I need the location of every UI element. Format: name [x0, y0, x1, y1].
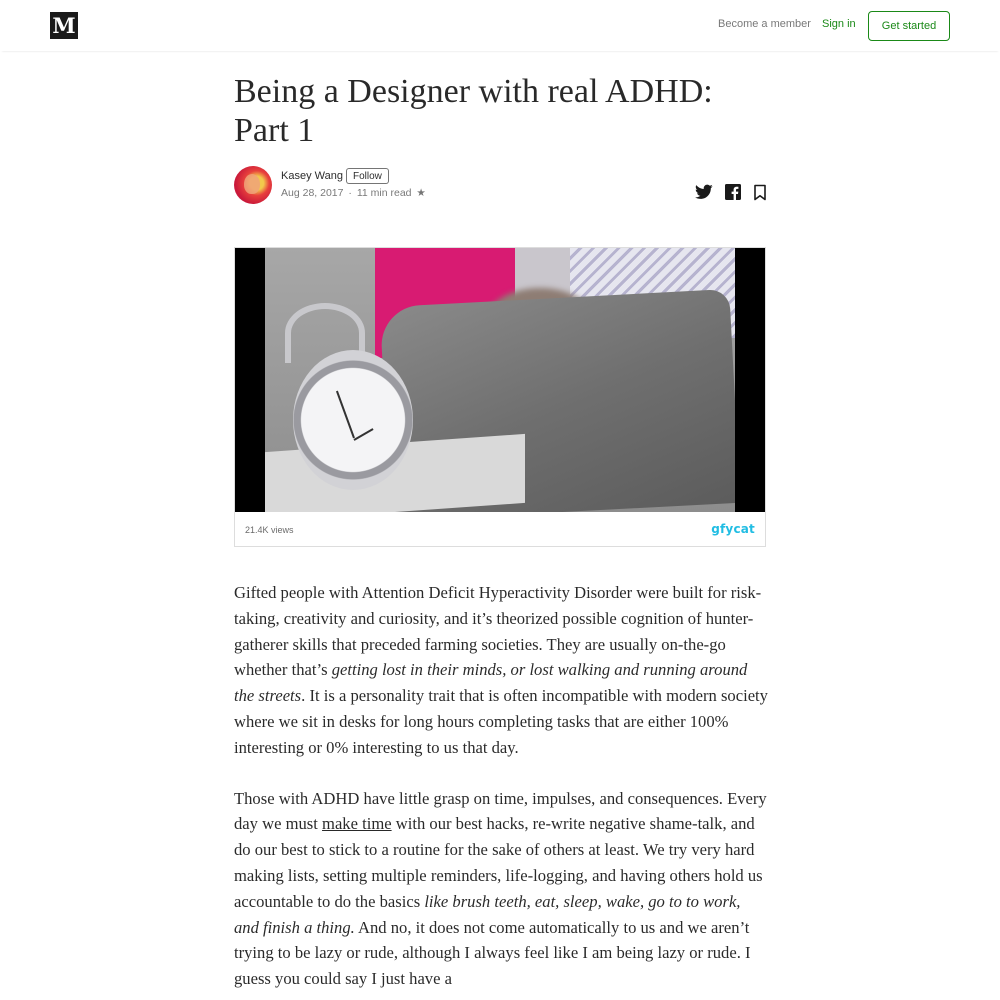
- top-navigation-bar: [0, 0, 1000, 51]
- follow-button[interactable]: Follow: [346, 168, 389, 184]
- article-body: [234, 580, 769, 1000]
- twitter-icon[interactable]: [695, 184, 713, 200]
- article-paragraph: [234, 786, 769, 992]
- paragraph-emphasis: like brush teeth, eat, sleep, wake, go to to work, and finish a thing.: [234, 891, 741, 937]
- paragraph-text: And no, it does not come automatically to us and we aren’t trying to be lazy or rude, although I always feel like I am being lazy or rude. I guess you could say I just have a: [234, 917, 751, 989]
- become-member-link[interactable]: Become a member: [718, 18, 811, 30]
- meta-separator: ·: [348, 187, 352, 199]
- video-player[interactable]: [235, 248, 765, 512]
- alarm-clock: [293, 350, 413, 490]
- author-avatar[interactable]: [234, 166, 272, 204]
- medium-logo[interactable]: M: [50, 12, 78, 39]
- member-star-icon: ★: [416, 187, 426, 199]
- paragraph-emphasis: getting lost in their minds, or lost walking and running around the streets: [234, 660, 748, 706]
- get-started-button[interactable]: Get started: [868, 11, 950, 41]
- sign-in-link[interactable]: Sign in: [822, 18, 856, 30]
- paragraph-text: . It is a personality trait that is often incompatible with modern society where we sit in desks for long hours completing tasks that are either 100% interesting or 0% interesting to us that day.: [234, 686, 768, 757]
- paragraph-text: Gifted people with Attention Deficit Hyperactivity Disorder were built for risk-taking, creativity and curiosity, and it’s theorized possible cognition of hunter-gatherer skills that preceded farming societies. They are usually on-the-go whether that’s: [234, 583, 762, 680]
- view-count: 21.4K views: [245, 525, 294, 535]
- author-name-link[interactable]: Kasey Wang: [281, 170, 343, 182]
- post-meta: [281, 187, 428, 199]
- article-paragraph: [234, 580, 769, 761]
- gfycat-embed[interactable]: [234, 247, 766, 547]
- make-time-link[interactable]: make time: [322, 814, 392, 834]
- post-title: Being a Designer with real ADHD: Part 1: [234, 73, 713, 149]
- bookmark-icon[interactable]: [753, 184, 767, 201]
- paragraph-text: with our best hacks, re-write negative shame-talk, and do our best to stick to a routine for the sake of others at least. We try very hard making lists, setting multiple reminders, life-logging, and having others hold us accountable to do the basics: [234, 814, 763, 911]
- paragraph-text: Those with ADHD have little grasp on time, impulses, and consequences. Every day we must: [234, 788, 767, 834]
- facebook-icon[interactable]: [725, 184, 741, 200]
- read-time: 11 min read: [356, 187, 412, 199]
- video-frame: [265, 248, 735, 512]
- post-date: Aug 28, 2017: [281, 187, 344, 199]
- gfycat-logo[interactable]: gfycat: [711, 522, 755, 536]
